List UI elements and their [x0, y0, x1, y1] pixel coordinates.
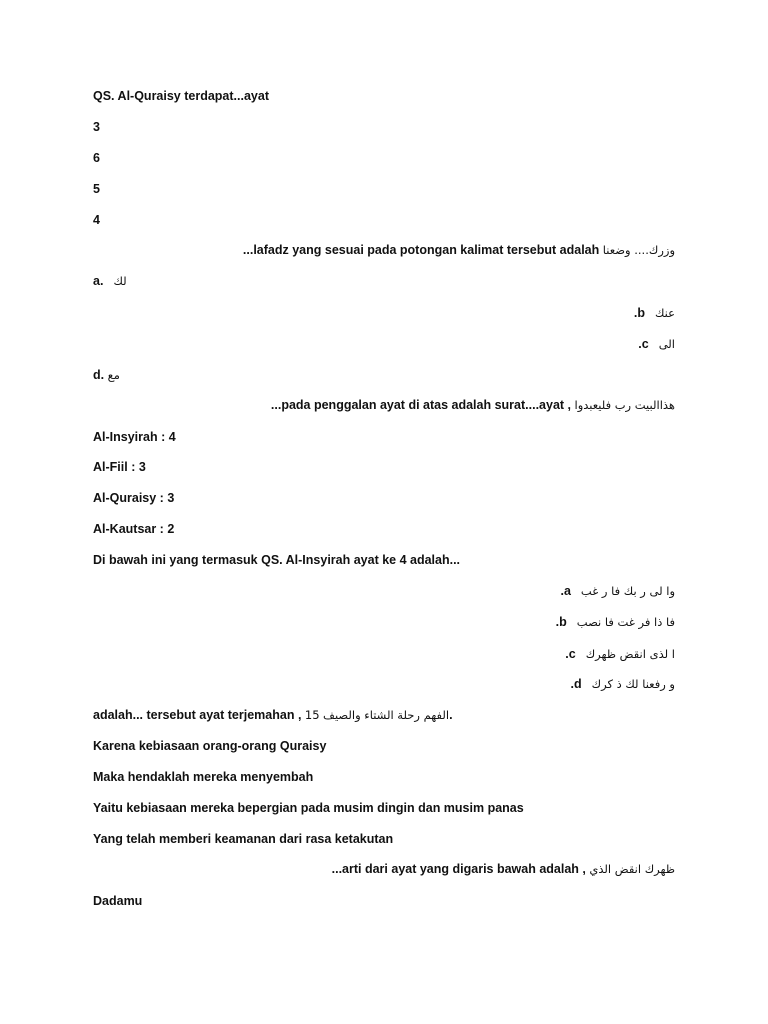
q6-question-line: ...arti dari ayat yang digaris bawah adalah , ظهرك انقض الذي	[331, 862, 675, 876]
q4-option-d	[571, 676, 675, 692]
q1-option-3: 5	[93, 182, 100, 196]
q2-question-line	[243, 242, 675, 258]
q4-option-c-text: ا لذى انقض ظهرك	[585, 647, 675, 661]
q4-option-d-text: و رفعنا لك ذ كرك	[591, 677, 675, 691]
q2-option-b-text: عنك	[654, 306, 675, 320]
q2-option-b-label: .b	[633, 306, 645, 320]
q2-option-a	[93, 273, 127, 289]
q2-option-a-label: a.	[93, 274, 104, 288]
q5-question-text: adalah... tersebut ayat terjemahan	[93, 708, 295, 722]
q3-option-3: Al-Quraisy : 3	[93, 491, 175, 505]
q2-option-d-text: مع	[107, 368, 120, 382]
q5-option-4: Yang telah memberi keamanan dari rasa ketakutan	[93, 832, 394, 846]
q3-option-2: Al-Fiil : 3	[93, 460, 146, 474]
q4-option-a-label: .a	[560, 584, 571, 598]
q4-option-b-text: فا ذا فر غت فا نصب	[576, 615, 675, 629]
q6-arabic: ظهرك انقض الذي	[589, 862, 675, 876]
q1-option-1: 3	[93, 120, 100, 134]
q4-option-a-text: وا لى ر بك فا ر غب	[580, 584, 675, 598]
q2-option-c-text: الى	[658, 337, 675, 351]
q1-option-4: 4	[93, 213, 100, 227]
q4-question: Di bawah ini yang termasuk QS. Al-Insyirah ayat ke 4 adalah...	[93, 553, 461, 567]
q2-option-d-label: d.	[93, 368, 105, 382]
q4-option-c-label: .c	[565, 647, 576, 661]
q3-option-1: Al-Insyirah : 4	[93, 430, 176, 444]
q2-option-b	[634, 305, 675, 321]
q5-option-3: Yaitu kebiasaan mereka bepergian pada musim dingin dan musim panas	[93, 801, 524, 815]
q2-option-a-text: لك	[113, 274, 127, 288]
q2-question-text: ...lafadz yang sesuai pada potongan kalimat tersebut adalah	[242, 243, 600, 257]
q2-option-c-label: .c	[638, 337, 649, 351]
q5-question-line	[93, 707, 453, 723]
q5-dot: .	[449, 708, 453, 722]
q4-option-d-label: .d	[570, 677, 582, 691]
q5-number: 15	[304, 708, 320, 722]
q2-option-c	[638, 336, 675, 352]
q1-question: QS. Al-Quraisy terdapat...ayat	[93, 89, 269, 103]
q5-option-2: Maka hendaklah mereka menyembah	[93, 770, 314, 784]
q1-option-2: 6	[93, 151, 100, 165]
q4-option-c	[565, 646, 675, 662]
q3-arabic: هذاالبيت رب فليعبدوا	[574, 398, 675, 412]
q6-question-text: ...arti dari ayat yang digaris bawah adalah	[331, 862, 579, 876]
q3-option-4: Al-Kautsar : 2	[93, 522, 175, 536]
q3-question-line: ...pada penggalan ayat di atas adalah surat....ayat , هذاالبيت رب فليعبدوا	[270, 398, 675, 412]
q5-arabic: الفهم رحلة الشتاء والصيف	[323, 708, 450, 722]
q4-option-a	[560, 583, 675, 599]
q6-answer: Dadamu	[93, 894, 143, 908]
q2-arabic: وزرك.... وضعنا	[602, 243, 675, 257]
q2-option-d	[93, 367, 120, 383]
q5-separator: ,	[297, 708, 302, 722]
q4-option-b	[556, 614, 675, 630]
q5-option-1: Karena kebiasaan orang-orang Quraisy	[93, 739, 327, 753]
q4-option-b-label: .b	[555, 615, 567, 629]
q3-question-text: ...pada penggalan ayat di atas adalah surat....ayat	[270, 398, 565, 412]
